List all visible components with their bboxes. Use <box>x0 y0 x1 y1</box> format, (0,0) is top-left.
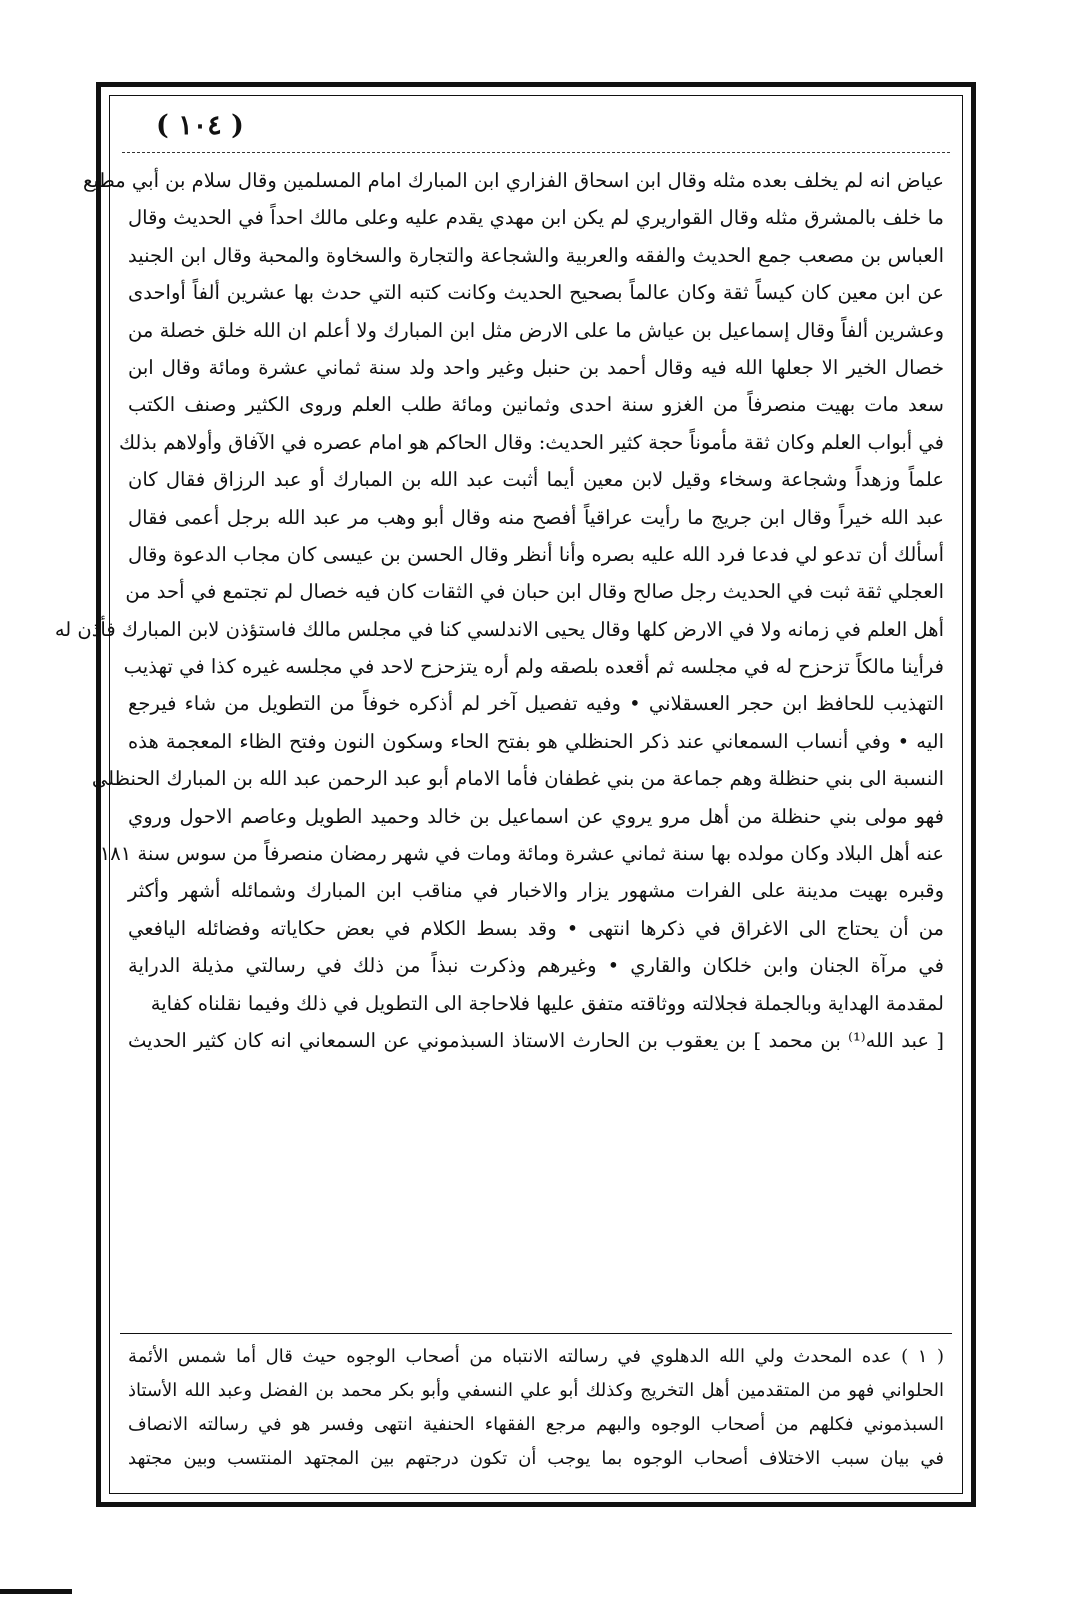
text-line: العباس بن مصعب جمع الحديث والفقه والعربية والشجاعة والتجارة والسخاوة والمحبة وقال ابن الجنيد <box>128 243 944 267</box>
page-number: ( ١٠٤ ) <box>156 110 244 141</box>
header-dashed-rule <box>122 152 950 153</box>
text-line: عنه أهل البلاد وكان مولده بها سنة ثماني عشرة ومائة ومات في شهر رمضان منصرفاً من سوس سنة ١٨١ <box>99 842 944 866</box>
text-line: سعد مات بهيت منصرفاً من الغزو سنة احدى وثمانين ومائة طلب العلم وروى الكثير وصنف الكتب <box>128 393 944 417</box>
text-line: لمقدمة الهداية وبالجملة فجلالته ووثاقته متفق عليها فلاحاجة الى التطويل في ذلك وفيما نقلناه كفاية <box>150 991 944 1015</box>
footnote-line: السبذموني فكلهم من أصحاب الوجوه والبهم مرجع الفقهاء الحنفية انتهى وفسر هو في رسالته الانصاف <box>128 1414 944 1435</box>
text-line: عياض انه لم يخلف بعده مثله وقال ابن اسحاق الفزاري ابن المبارك امام المسلمين وقال سلام بن أبي مطيع <box>82 169 944 192</box>
page-border <box>54 82 976 1507</box>
main-text <box>54 162 945 1059</box>
text-line: في أبواب العلم وكان ثقة مأموناً حجة كثير الحديث: وقال الحاكم هو امام عصره في الآفاق وأولاهم بذلك <box>119 430 944 454</box>
text-line: وعشرين ألفاً وقال إسماعيل بن عياش ما على الارض مثل ابن المبارك ولا أعلم ان الله خلق خصلة من <box>128 318 944 342</box>
text-line: وقبره بهيت مدينة على الفرات مشهور يزار والاخبار في مناقب ابن المبارك وشمائله أشهر وأكثر <box>128 879 944 903</box>
text-line: فهو مولى بني حنظلة من أهل مرو يروي عن اسماعيل بن خالد وحميد الطويل وعاصم الاحول وروي <box>128 804 944 828</box>
text-line: اليه • وفي أنساب السمعاني عند ذكر الحنظلي هو بفتح الحاء وسكون النون وفتح الظاء المعجمة هذه <box>128 729 944 753</box>
text-line: فرأينا مالكاً تزحزح له في مجلسه ثم أقعده بلصقه ولم أره يتزحزح لاحد في مجلسه غيره كذا في تهذيب <box>123 655 944 679</box>
footnote-line: الحلواني فهو من المتقدمين أهل التخريج وكذلك أبو علي النسفي وأبو بكر محمد بن الفضل وعبد الله الأستاذ <box>128 1380 944 1401</box>
text-line: ما خلف بالمشرق مثله وقال القواريري لم يكن ابن مهدي يقدم عليه وعلى مالك احداً في الحديث وقال <box>128 206 944 230</box>
entry-heading-line: [ عبد الله⁽¹⁾ بن محمد ] بن يعقوب بن الحارث الاستاذ السبذموني عن السمعاني انه كان كثير الحديث <box>128 1028 945 1052</box>
text-line: في مرآة الجنان وابن خلكان والقاري • وغيرهم وذكرت نبذاً من ذلك في رسالتي مذيلة الدراية <box>128 954 944 978</box>
text-line: من أن يحتاج الى الاغراق في ذكرها انتهى • وقد بسط الكلام في بعض حكاياته وفضائله اليافعي <box>128 916 944 940</box>
footnote-line: في بيان سبب الاختلاف أصحاب الوجوه بما يوجب أن تكون درجتهم بين المجتهد المنتسب وبين مجتهد <box>128 1448 944 1469</box>
text-line: العجلي ثقة ثبت في الحديث رجل صالح وقال ابن حبان في الثقات كان فيه خصال لم تجتمع في أحد من <box>125 580 944 604</box>
text-line: أسألك أن تدعو لي فدعا فرد الله عليه بصره وأنا أنظر وقال الحسن بن عيسى كان مجاب الدعوة وقال <box>128 542 944 566</box>
footnote-line: ( ١ ) عده المحدث ولي الله الدهلوي في رسالته الانتباه من أصحاب الوجوه حيث قال أما شمس الأئمة <box>128 1346 945 1367</box>
page-inner-border <box>54 95 963 1494</box>
footnote <box>128 1340 944 1476</box>
text-line: التهذيب للحافظ ابن حجر العسقلاني • وفيه تفصيل آخر لم أذكره خوفاً من التطويل من شاء فيرجع <box>128 692 944 716</box>
text-line: عن ابن معين كان كيساً ثقة وكان عالماً بصحيح الحديث وكانت كتبه التي حدث بها عشرين ألفاً أواحدى <box>128 281 944 305</box>
text-line: أهل العلم في زمانه ولا في الارض كلها وقال يحيى الاندلسي كنا في مجلس مالك فاستؤذن لابن المبارك فأذن له <box>54 617 944 641</box>
text-line: عبد الله خيراً وقال ابن جريج ما رأيت عراقياً أفصح منه وقال أبو وهب مر عبد الله برجل أعمى فقال <box>128 505 944 529</box>
footnote-separator <box>120 1333 952 1334</box>
text-line: النسبة الى بني حنظلة وهم جماعة من بني غطفان فأما الامام أبو عبد الرحمن عبد الله بن المبارك الحنظلي <box>91 767 944 791</box>
scan-edge-mark <box>0 1589 72 1594</box>
text-line: علماً وزهداً وشجاعة وسخاء وقيل لابن معين أيما أثبت عبد الله بن المبارك أو عبد الرزاق فقال كان <box>128 468 944 492</box>
text-line: خصال الخير الا جعلها الله فيه وقال أحمد بن حنبل وغير واحد ولد سنة ثماني عشرة ومائة وقال ابن <box>128 355 944 379</box>
